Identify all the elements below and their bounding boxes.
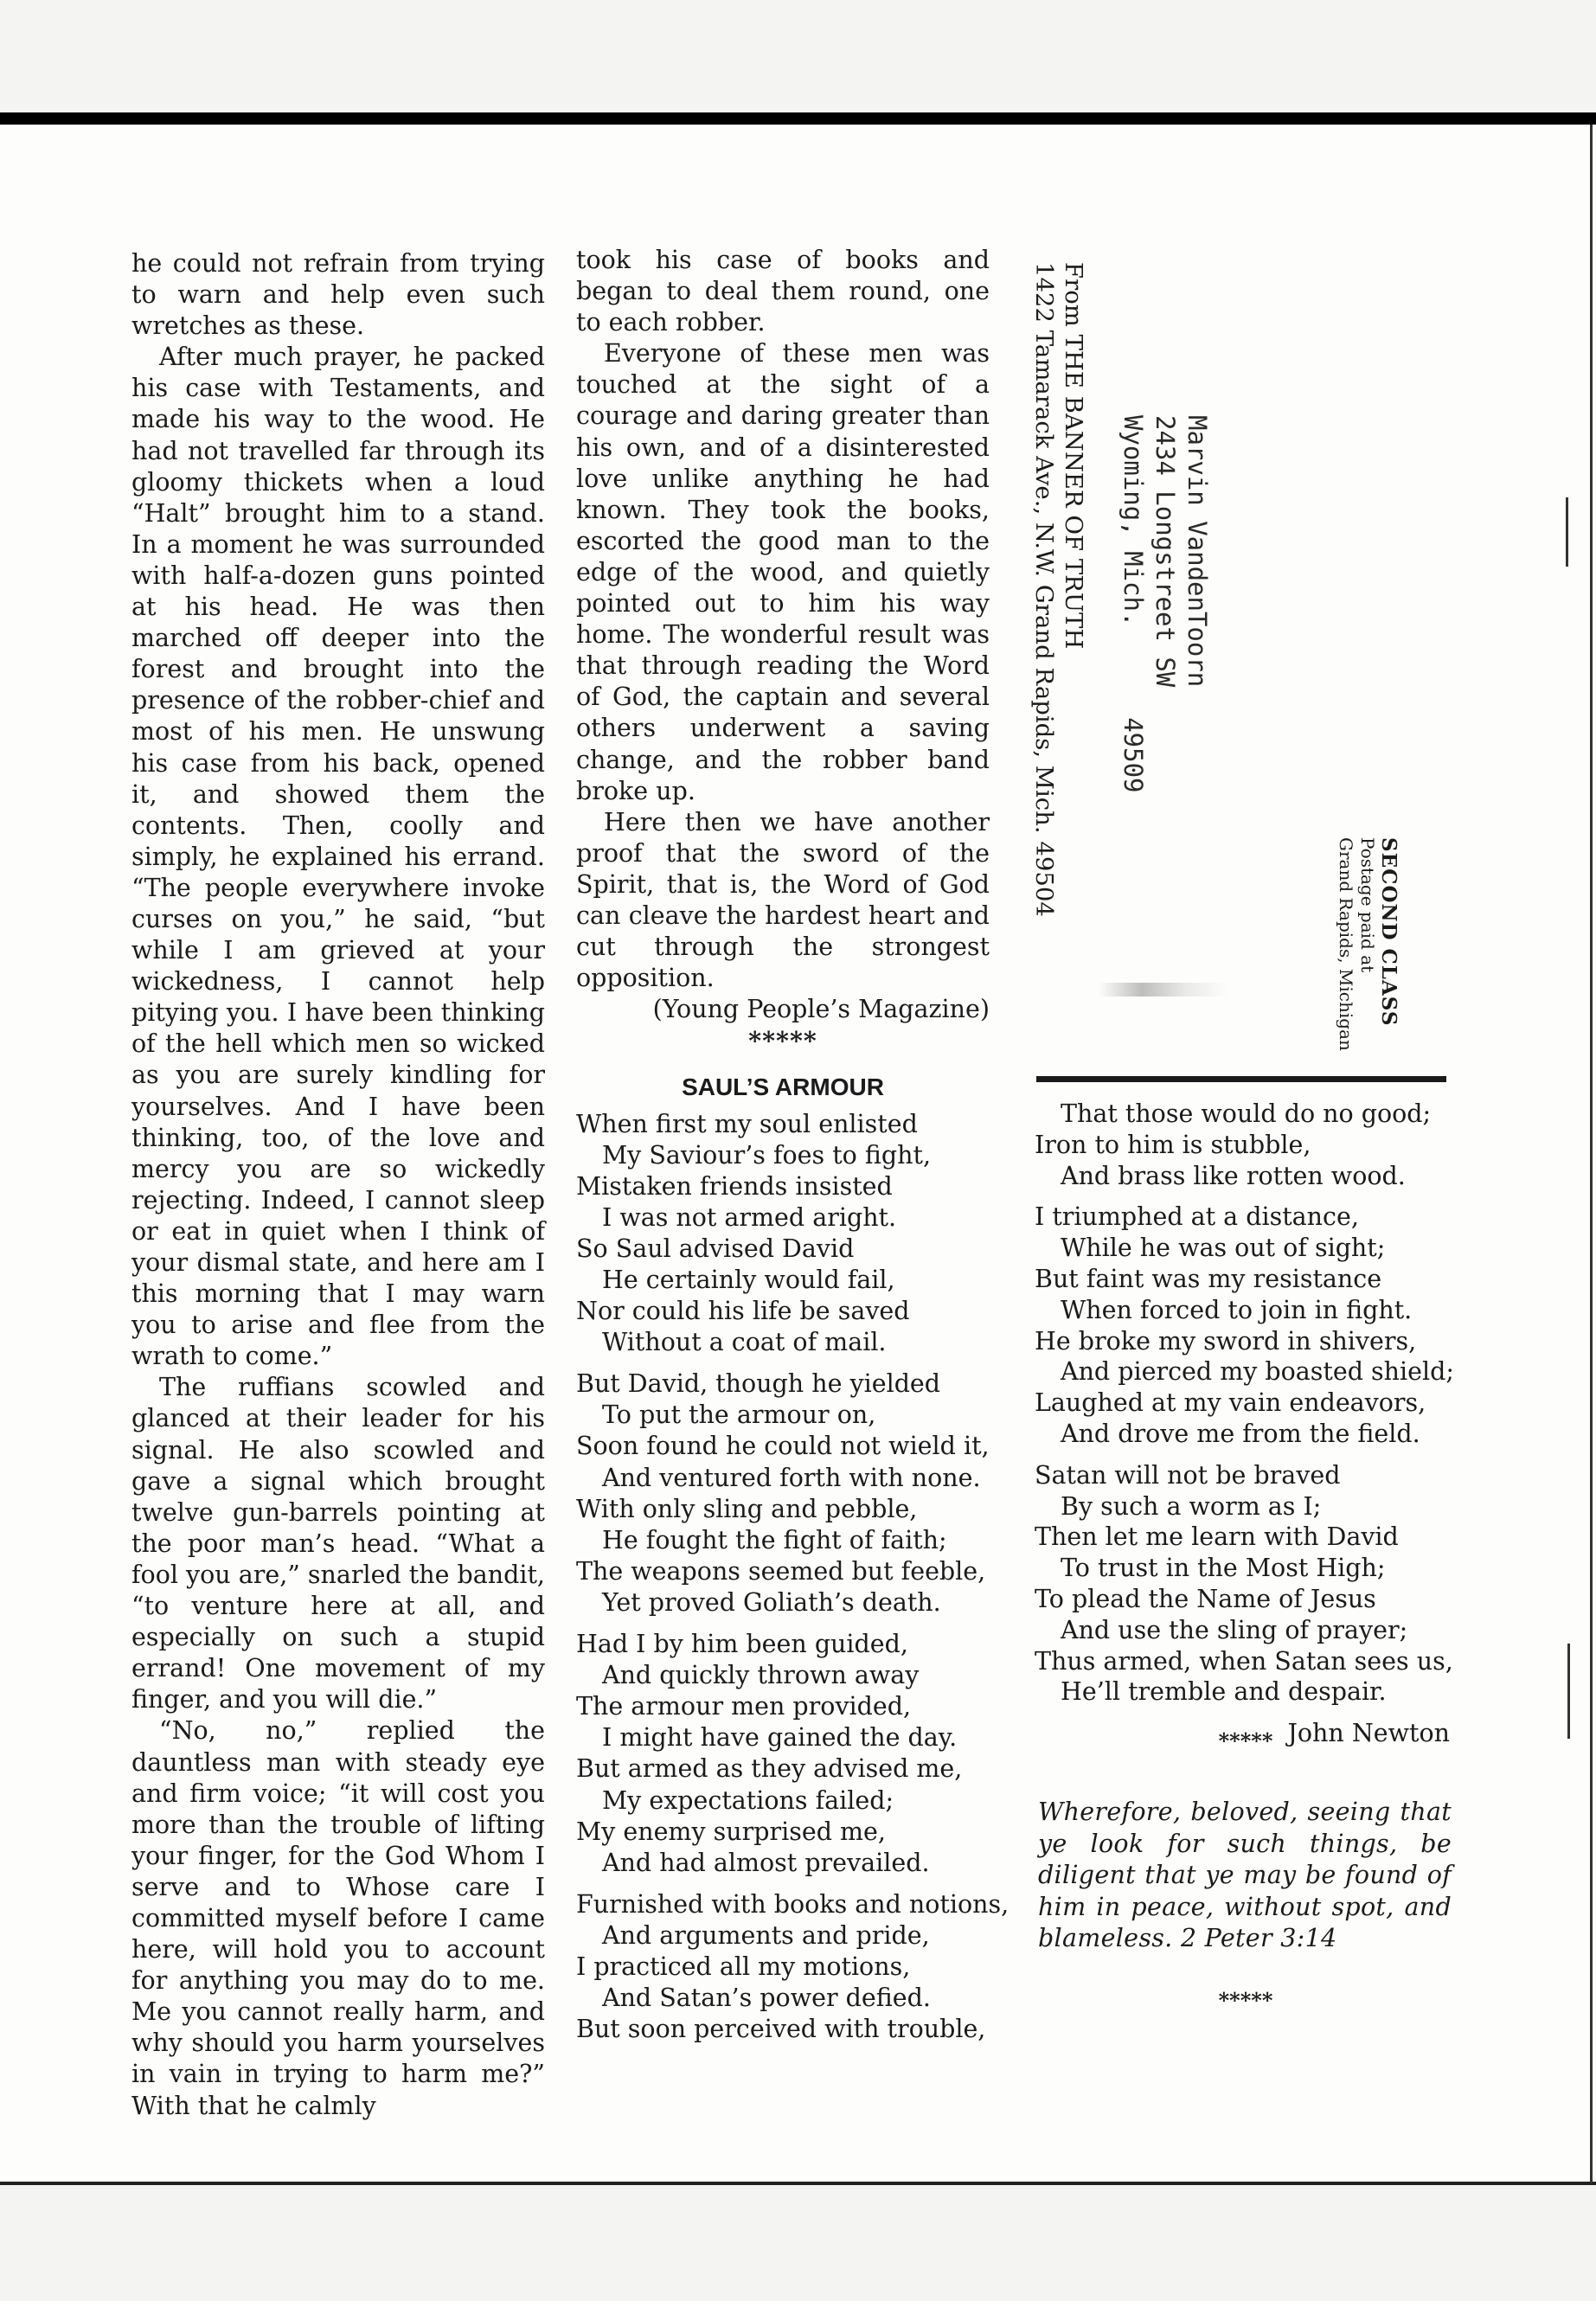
poem-line: And Satan’s power defied. [602, 1984, 931, 2013]
mailing-label-line: Marvin VandenToorn [1183, 415, 1212, 688]
scan-mark [1566, 497, 1568, 567]
poem-line: When forced to join in fight. [1061, 1295, 1413, 1324]
poem-line: Soon found he could not wield it, [576, 1432, 990, 1461]
poem-line: By such a worm as I; [1061, 1491, 1322, 1521]
postage-class: SECOND CLASS [1377, 837, 1401, 1027]
poem-line: He certainly would fail, [602, 1266, 895, 1294]
article-column-2 [576, 245, 1010, 2055]
return-address [1029, 262, 1088, 917]
poem-line: Without a coat of mail. [602, 1328, 887, 1357]
article-paragraph: he could not refrain from trying to warn and help even such wretches as these. [131, 249, 545, 341]
scan-top-border [0, 112, 1596, 125]
poem-line: And ventured forth with none. [602, 1463, 981, 1492]
scan-bottom-border [0, 2182, 1596, 2185]
section-separator: ***** [1218, 1988, 1273, 2013]
poem-author: John Newton [1287, 1719, 1450, 1748]
poem-line: Nor could his life be saved [576, 1297, 910, 1326]
scan-mark [1567, 1644, 1570, 1739]
poem-line: Laughed at my vain endeavors, [1035, 1388, 1426, 1418]
poem-line: I triumphed at a distance, [1035, 1202, 1359, 1232]
section-separator: ***** [748, 1026, 817, 1056]
poem-line: I was not armed aright. [602, 1202, 897, 1232]
poem-stanza [1035, 1099, 1450, 1191]
poem-line: He broke my sword in shivers, [1035, 1326, 1417, 1356]
article-paragraph: took his case of books and began to deal them round, one to each robber. [576, 246, 990, 337]
poem-line: But soon perceived with trouble, [576, 2015, 986, 2044]
poem-line: Then let me learn with David [1035, 1522, 1399, 1552]
poem-stanza [576, 1368, 990, 1618]
ink-smudge [1099, 983, 1228, 997]
scan-right-border [1590, 125, 1593, 2183]
poem-line: While he was out of sight; [1061, 1234, 1386, 1263]
poem-stanza [1035, 1202, 1454, 1449]
poem-line: That those would do no good; [1061, 1099, 1432, 1128]
article-paragraph: Here then we have another proof that the sword of the Spirit, that is, the Word of God can cleave the hardest heart and cut through the strongest opposition. [576, 807, 990, 993]
poem-line: But David, though he yielded [576, 1369, 941, 1399]
poem-line: With only sling and pebble, [576, 1494, 918, 1523]
poem-line: My Saviour’s foes to fight, [602, 1140, 932, 1170]
section-separator: ***** [1218, 1728, 1273, 1753]
poem-line: So Saul advised David [576, 1234, 855, 1263]
postage-line: Postage paid at [1357, 837, 1378, 973]
poem-line: And quickly thrown away [602, 1661, 920, 1690]
mailing-divider [1036, 1076, 1446, 1082]
postage-permit [1335, 837, 1400, 1051]
poem-line: He fought the fight of faith; [602, 1525, 947, 1554]
poem-line: My expectations failed; [602, 1785, 894, 1815]
article-paragraph: Everyone of these men was touched at the sight of a courage and daring greater than his own, and of a disinterested love unlike anything he had known. They took the books, escorted the good man to the edge of the wood, and quietly pointed out to him his way home. The wonderful result was that through reading the Word of God, the captain and several others underwent a saving change, and the robber band broke up. [576, 339, 990, 805]
poem-continued [1035, 1099, 1454, 1749]
poem-line: I might have gained the day. [602, 1723, 958, 1753]
return-address-line: 1422 Tamarack Ave., N.W. Grand Rapids, Mich. 49504 [1030, 262, 1058, 917]
poem-line: To put the armour on, [602, 1400, 876, 1430]
poem-line: Mistaken friends insisted [576, 1171, 893, 1201]
poem-stanza [576, 1889, 1010, 2045]
poem-title: SAUL’S ARMOUR [682, 1074, 884, 1101]
poem-body [576, 1109, 1010, 2046]
poem-line: And use the sling of prayer; [1061, 1615, 1408, 1644]
poem-line: The armour men provided, [576, 1692, 912, 1721]
mailing-label-line: 2434 Longstreet SW [1151, 415, 1180, 688]
return-address-line: From THE BANNER OF TRUTH [1060, 262, 1087, 650]
poem-stanza [1035, 1460, 1453, 1708]
poem-line: And arguments and pride, [602, 1920, 930, 1950]
article-paragraph: “No, no,” replied the dauntless man with steady eye and firm voice; “it will cost you more than the trouble of lifting your finger, for the God Whom I serve and to Whose care I committed myself before I came here, will hold you to account for anything you may do to me. Me you cannot really harm, and why should you harm yourselves in vain in trying to harm me?” With that he calmly [131, 1716, 545, 2120]
postage-line: Grand Rapids, Michigan [1336, 837, 1356, 1051]
poem-line: He’ll tremble and despair. [1061, 1677, 1387, 1707]
poem-line: Yet proved Goliath’s death. [602, 1587, 941, 1617]
poem-line: When first my soul enlisted [576, 1109, 918, 1138]
article-column-1 [131, 248, 545, 2122]
poem-line: Satan will not be braved [1035, 1460, 1341, 1490]
article-paragraph: The ruffians scowled and glanced at their leader for his signal. He also scowled and gave a signal which brought twelve gun-barrels pointing at the poor man’s head. “What a fool you are,” snarled the bandit, “to venture here at all, and especially on such a stupid errand! One movement of my finger, and you will die.” [131, 1373, 545, 1715]
article-paragraph: After much prayer, he packed his case with Testaments, and made his way to the wood. He had not travelled far through its gloomy thickets when a loud “Halt” brought him to a stand. In a moment he was surrounded with half-a-dozen guns pointed at his head. He was then marched off deeper into the forest and brought into the presence of the robber-chief and most of his men. He unswung his case from his back, opened it, and showed them the contents. Then, coolly and simply, he explained his errand. “The people everywhere invoke curses on you,” he said, “but while I am grieved at your wickedness, I cannot help pitying you. I have been thinking of the hell which men so wicked as you are surely kindling for yourselves. And I have been thinking, too, of the love and mercy you are so wickedly rejecting. Indeed, I cannot sleep or eat in quiet when I think of your dismal state, and here am I this morning that I may warn you to arise and flee from the wrath to come.” [131, 343, 545, 1371]
scripture-verse: Wherefore, beloved, seeing that ye look for such things, be diligent that ye may be found of him in peace, without spot, and blameless. 2 Peter 3:14 [1038, 1798, 1452, 1952]
poem-line: And brass like rotten wood. [1061, 1161, 1406, 1190]
poem-line: The weapons seemed but feeble, [576, 1556, 986, 1586]
poem-line: To plead the Name of Jesus [1035, 1584, 1376, 1613]
mailing-label [1117, 415, 1213, 793]
poem-line: And drove me from the field. [1061, 1419, 1420, 1448]
poem-stanza [576, 1109, 990, 1359]
poem-line: My enemy surprised me, [576, 1817, 886, 1846]
poem-line: Had I by him been guided, [576, 1630, 908, 1659]
poem-line: But armed as they advised me, [576, 1754, 963, 1784]
poem-line: Furnished with books and notions, [576, 1889, 1010, 1919]
poem-line: And pierced my boasted shield; [1061, 1357, 1454, 1387]
poem-line: And had almost prevailed. [602, 1848, 930, 1877]
poem-line: Iron to him is stubble, [1035, 1130, 1311, 1159]
poem-line: Thus armed, when Satan sees us, [1035, 1646, 1453, 1676]
poem-line: But faint was my resistance [1035, 1264, 1382, 1293]
article-source: (Young People’s Magazine) [652, 995, 990, 1024]
poem-line: To trust in the Most High; [1061, 1554, 1386, 1583]
poem-line: I practiced all my motions, [576, 1952, 911, 1981]
mailing-label-line: Wyoming, Mich. 49509 [1118, 415, 1148, 793]
poem-stanza [576, 1629, 990, 1879]
